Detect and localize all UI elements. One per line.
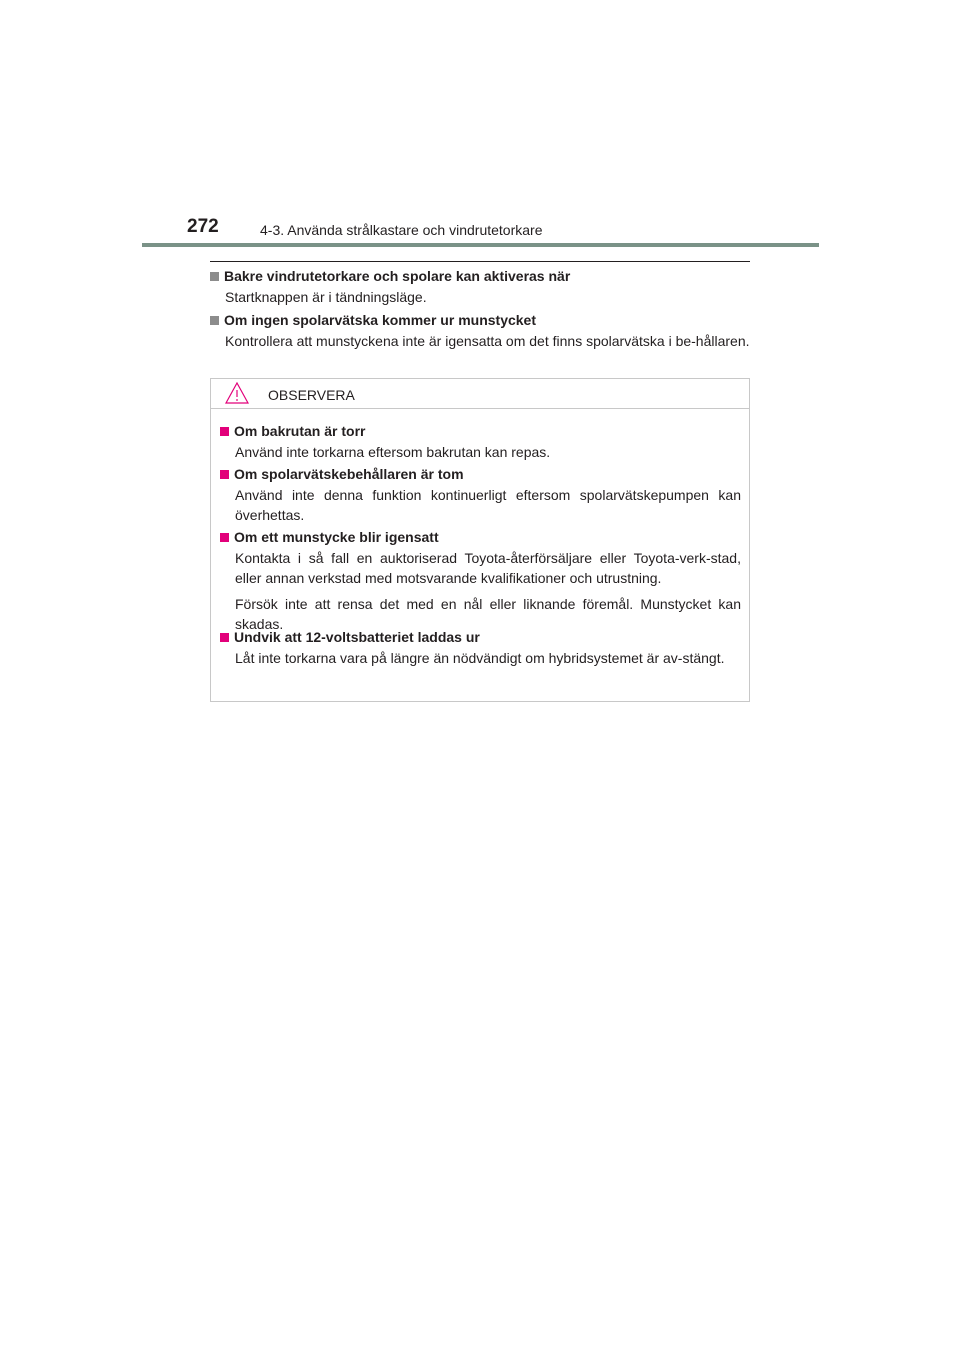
caution-item-body: Låt inte torkarna vara på längre än nödvändigt om hybridsystemet är av-stängt. (235, 650, 725, 666)
square-bullet-icon (220, 633, 229, 642)
square-bullet-icon (220, 427, 229, 436)
square-bullet-icon (220, 470, 229, 479)
caution-item-body: Använd inte torkarna eftersom bakrutan kan repas. (235, 444, 551, 460)
caution-title: OBSERVERA (268, 387, 355, 403)
square-bullet-icon (210, 272, 219, 281)
header-divider (142, 243, 819, 247)
square-bullet-icon (220, 533, 229, 542)
caution-item-body: Använd inte denna funktion kontinuerligt eftersom spolarvätskepumpen kan överhettas. (235, 487, 741, 523)
caution-item-heading: Om bakrutan är torr (220, 421, 741, 441)
info-item-body: Kontrollera att munstyckena inte är igensatta om det finns spolarvätska i be-hållaren. (225, 333, 750, 349)
section-title: 4-3. Använda strålkastare och vindrutetorkare (260, 222, 543, 238)
square-bullet-icon (210, 316, 219, 325)
caution-item (220, 464, 741, 525)
content-divider (210, 261, 750, 262)
caution-item-heading: Om spolarvätskebehållaren är tom (220, 464, 741, 484)
info-item (210, 266, 750, 307)
caution-item-heading: Om ett munstycke blir igensatt (220, 527, 741, 547)
page-number: 272 (187, 216, 219, 237)
caution-item-body: Kontakta i så fall en auktoriserad Toyota-återförsäljare eller Toyota-verk-stad, eller annan verkstad med motsvarande kvalifikationer och utrustning. (235, 550, 741, 586)
info-item-heading: Bakre vindrutetorkare och spolare kan aktiveras när (210, 266, 750, 286)
caution-item (220, 527, 741, 634)
info-item-body: Startknappen är i tändningsläge. (225, 289, 427, 305)
caution-header (211, 379, 749, 409)
warning-triangle-icon (225, 382, 249, 404)
caution-item (220, 421, 741, 462)
caution-item (220, 627, 741, 668)
caution-box (210, 378, 750, 702)
info-item (210, 310, 750, 351)
info-item-heading: Om ingen spolarvätska kommer ur munstycket (210, 310, 750, 330)
caution-item-body-extra: Försök inte att rensa det med en nål eller liknande föremål. Munstycket kan skadas. (235, 596, 741, 632)
caution-item-heading: Undvik att 12-voltsbatteriet laddas ur (220, 627, 741, 647)
